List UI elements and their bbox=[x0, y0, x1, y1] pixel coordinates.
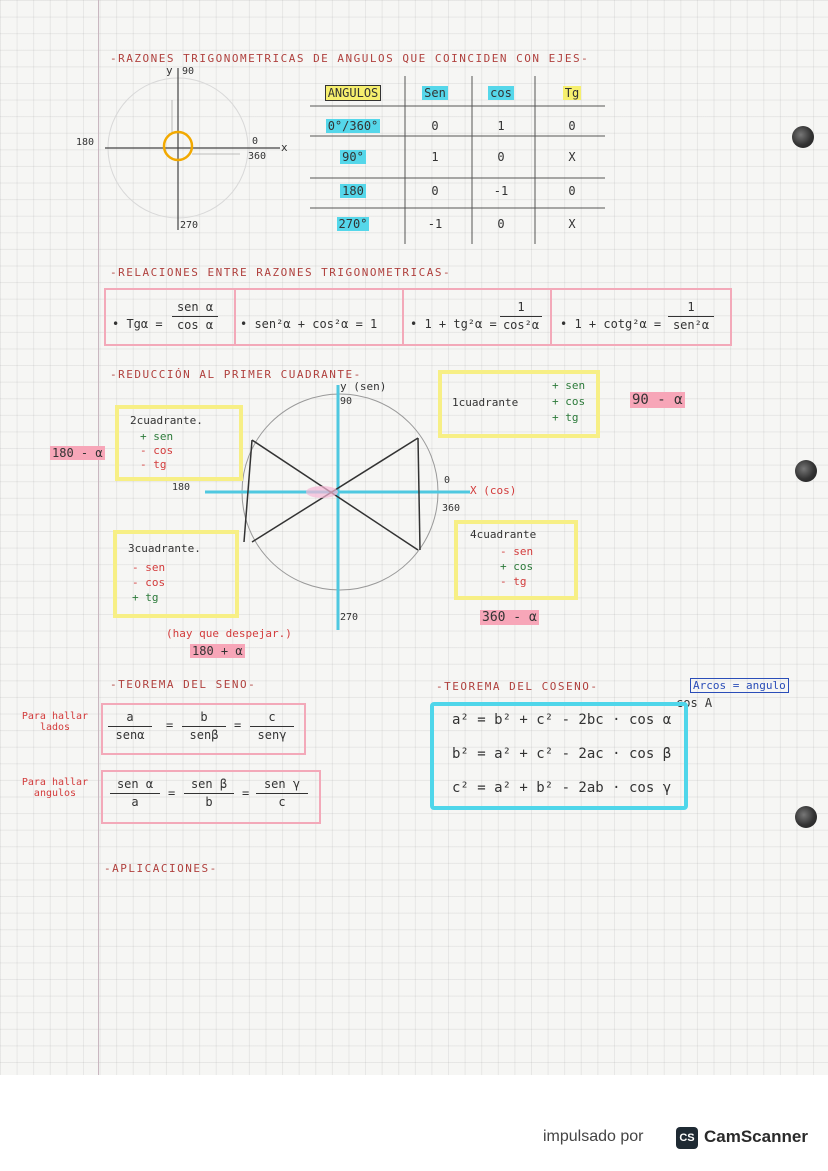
formula-cotg-identity-lhs: • 1 + cotg²α = bbox=[560, 317, 662, 331]
table-cell: X bbox=[568, 217, 576, 231]
formula-cotg-identity-fraction bbox=[668, 300, 714, 333]
section-heading-cosine-theorem: -TEOREMA DEL COSENO- bbox=[436, 680, 599, 693]
quadrant-4-signs bbox=[500, 544, 533, 589]
camscanner-logo-icon: CS bbox=[676, 1127, 698, 1149]
table-cell: -1 bbox=[427, 217, 443, 231]
equals-sign: = bbox=[242, 786, 250, 800]
equals-sign: = bbox=[234, 718, 242, 732]
formula-tg-fraction bbox=[172, 300, 218, 333]
sign-tg: + tg bbox=[552, 411, 579, 424]
sign-tg: - tg bbox=[500, 575, 527, 588]
axis-360-label: 360 bbox=[248, 151, 267, 162]
fraction-bar bbox=[250, 726, 294, 727]
axis-90-label: 90 bbox=[182, 66, 195, 77]
quadrant-4-formula: 360 - α bbox=[482, 610, 537, 625]
axis-180-label: 180 bbox=[76, 137, 95, 148]
sign-cos: + cos bbox=[500, 560, 534, 573]
cosine-equation-a: a² = b² + c² - 2bc · cos α bbox=[452, 712, 672, 728]
sign-tg: - tg bbox=[140, 458, 167, 471]
sign-sen: + sen bbox=[552, 379, 586, 392]
sine-fraction bbox=[184, 777, 234, 810]
fraction-bar bbox=[500, 316, 542, 317]
sine-fraction bbox=[108, 710, 152, 743]
table-row-angle: 270° bbox=[338, 217, 368, 231]
quadrant-2-signs bbox=[140, 430, 173, 472]
margin-line bbox=[98, 0, 99, 1075]
section-heading-quadrantal-angles: -RAZONES TRIGONOMETRICAS DE ANGULOS QUE COINCIDEN CON EJES- bbox=[110, 52, 590, 65]
table-row-angle: 180 bbox=[342, 184, 364, 198]
section-heading-reduction: -REDUCCIÓN AL PRIMER CUADRANTE- bbox=[110, 368, 362, 381]
formula-numerator: 1 bbox=[517, 300, 525, 314]
equals-sign: = bbox=[166, 718, 174, 732]
table-cell: X bbox=[568, 150, 576, 164]
x-axis-label: X (cos) bbox=[470, 484, 517, 497]
quadrant-3-note: (hay que despejar.) bbox=[166, 627, 292, 640]
formula-denominator: cos²α bbox=[502, 318, 540, 332]
quadrant-1-signs bbox=[552, 378, 585, 426]
section-heading-relations: -RELACIONES ENTRE RAZONES TRIGONOMETRICAS- bbox=[110, 266, 452, 279]
label-find-sides: Para hallar lados bbox=[21, 711, 89, 733]
sign-sen: - sen bbox=[132, 561, 166, 574]
formula-numerator: sen γ bbox=[263, 777, 301, 791]
footer-powered-by: impulsado por bbox=[543, 1128, 644, 1145]
table-cell: 0 bbox=[431, 184, 439, 198]
section-heading-applications: -APLICACIONES- bbox=[104, 862, 218, 875]
cosine-equation-b: b² = a² + c² - 2ac · cos β bbox=[452, 746, 672, 762]
x-0-label: 0 bbox=[444, 475, 451, 486]
quadrant-3-signs bbox=[132, 560, 165, 605]
formula-numerator: a bbox=[126, 710, 134, 724]
sine-fraction bbox=[250, 710, 294, 743]
formula-denominator: a bbox=[131, 795, 139, 809]
cosine-equation-c: c² = a² + b² - 2ab · cos γ bbox=[452, 780, 672, 796]
fraction-bar bbox=[668, 316, 714, 317]
binder-hole bbox=[795, 460, 817, 482]
formula-tg-identity-lhs: • 1 + tg²α = bbox=[410, 317, 497, 331]
table-cell: 1 bbox=[431, 150, 439, 164]
quadrant-1-formula: 90 - α bbox=[632, 392, 683, 408]
table-cell: 0 bbox=[431, 119, 439, 133]
sine-fraction bbox=[256, 777, 308, 810]
axis-270-label: 270 bbox=[180, 220, 199, 231]
formula-denominator: senα bbox=[115, 728, 145, 742]
quadrant-3-formula: 180 + α bbox=[192, 644, 243, 658]
formula-numerator: sen α bbox=[176, 300, 214, 314]
formula-denominator: c bbox=[278, 795, 286, 809]
axis-0-label: 0 bbox=[252, 136, 259, 147]
table-row-angle: 90° bbox=[342, 150, 364, 164]
fraction-bar bbox=[172, 316, 218, 317]
formula-numerator: sen α bbox=[116, 777, 154, 791]
table-header-cos: cos bbox=[490, 86, 512, 100]
formula-numerator: b bbox=[200, 710, 208, 724]
table-header-angles: ANGULOS bbox=[316, 86, 390, 100]
table-row-angle: 0°/360° bbox=[327, 119, 379, 133]
unit-circle-axes-diagram bbox=[100, 60, 310, 240]
quadrant-2-formula: 180 - α bbox=[52, 446, 103, 460]
binder-hole bbox=[795, 806, 817, 828]
formula-tg-identity-fraction bbox=[500, 300, 542, 333]
quadrant-2-title: 2cuadrante. bbox=[130, 414, 203, 427]
equals-sign: = bbox=[168, 786, 176, 800]
fraction-bar bbox=[184, 793, 234, 794]
x-180-label: 180 bbox=[172, 482, 191, 493]
formula-denominator: sen²α bbox=[672, 318, 710, 332]
table-cell: -1 bbox=[493, 184, 509, 198]
formula-denominator: b bbox=[205, 795, 213, 809]
y-90-label: 90 bbox=[340, 396, 353, 407]
quadrant-4-title: 4cuadrante bbox=[470, 528, 537, 541]
fraction-bar bbox=[108, 726, 152, 727]
sign-sen: - sen bbox=[500, 545, 534, 558]
formula-pythagorean: • sen²α + cos²α = 1 bbox=[240, 317, 378, 331]
formula-numerator: c bbox=[268, 710, 276, 724]
formula-numerator: sen β bbox=[190, 777, 228, 791]
divider bbox=[550, 290, 552, 344]
divider bbox=[402, 290, 404, 344]
formula-tg-lhs: • Tgα = bbox=[112, 317, 163, 331]
formula-numerator: 1 bbox=[687, 300, 695, 314]
section-heading-sine-theorem: -TEOREMA DEL SENO- bbox=[110, 678, 257, 691]
arccos-note: Arcos = angulo bbox=[690, 679, 789, 692]
quadrant-1-title: 1cuadrante bbox=[452, 396, 519, 409]
fraction-bar bbox=[256, 793, 308, 794]
binder-hole bbox=[792, 126, 814, 148]
sign-tg: + tg bbox=[132, 591, 159, 604]
label-find-angles: Para hallar angulos bbox=[21, 777, 89, 799]
fraction-bar bbox=[182, 726, 226, 727]
sign-cos: - cos bbox=[140, 444, 174, 457]
sine-fraction bbox=[182, 710, 226, 743]
arccos-note-cos-a: cos A bbox=[676, 696, 713, 710]
axis-y-label: y bbox=[166, 64, 173, 77]
formula-denominator: cos α bbox=[176, 318, 214, 332]
sine-fraction bbox=[110, 777, 160, 810]
camscanner-brand: CamScanner bbox=[704, 1127, 808, 1146]
quadrant-3-title: 3cuadrante. bbox=[128, 542, 201, 555]
table-cell: 1 bbox=[497, 119, 505, 133]
sign-sen: + sen bbox=[140, 430, 174, 443]
table-header-tg: Tg bbox=[564, 86, 580, 100]
fraction-bar bbox=[110, 793, 160, 794]
table-cell: 0 bbox=[497, 217, 505, 231]
table-header-sen: Sen bbox=[424, 86, 446, 100]
sign-cos: - cos bbox=[132, 576, 166, 589]
formula-denominator: senβ bbox=[189, 728, 219, 742]
sign-cos: + cos bbox=[552, 395, 586, 408]
table-cell: 0 bbox=[497, 150, 505, 164]
formula-denominator: senγ bbox=[257, 728, 287, 742]
y-axis-label: y (sen) bbox=[340, 380, 387, 393]
axis-x-label: x bbox=[281, 141, 288, 154]
table-cell: 0 bbox=[568, 119, 576, 133]
table-cell: 0 bbox=[568, 184, 576, 198]
y-270-label: 270 bbox=[340, 612, 359, 623]
divider bbox=[234, 290, 236, 344]
x-360-label: 360 bbox=[442, 503, 461, 514]
